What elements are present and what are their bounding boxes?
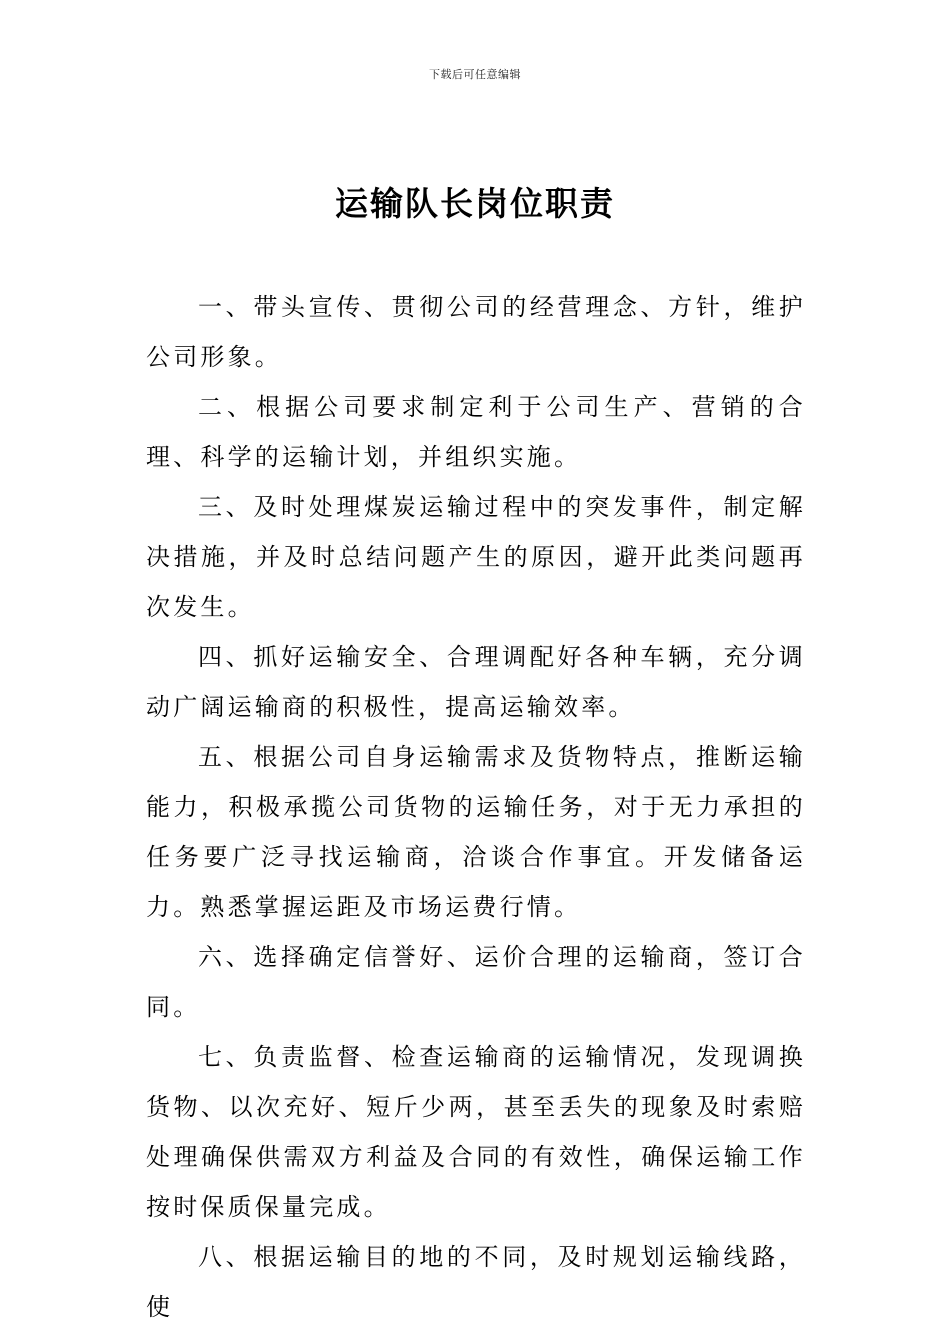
duty-paragraph-1: 一、带头宣传、贯彻公司的经营理念、方针，维护公司形象。 bbox=[146, 293, 806, 371]
duty-paragraph-5: 五、根据公司自身运输需求及货物特点，推断运输能力，积极承揽公司货物的运输任务，对于无力承担的任务要广泛寻找运输商，洽谈合作事宜。开发储备运力。熟悉掌握运距及市场运费行情。 bbox=[146, 743, 806, 921]
header-note: 下载后可任意编辑 bbox=[429, 68, 521, 81]
duty-paragraph-2: 二、根据公司要求制定利于公司生产、营销的合理、科学的运输计划，并组织实施。 bbox=[146, 393, 806, 471]
duty-paragraph-6: 六、选择确定信誉好、运价合理的运输商，签订合同。 bbox=[146, 943, 806, 1021]
duty-paragraph-3: 三、及时处理煤炭运输过程中的突发事件，制定解决措施，并及时总结问题产生的原因，避开此类问题再次发生。 bbox=[146, 493, 806, 621]
document-body bbox=[146, 282, 806, 1332]
document-title: 运输队长岗位职责 bbox=[335, 184, 615, 223]
duty-paragraph-4: 四、抓好运输安全、合理调配好各种车辆，充分调动广阔运输商的积极性，提高运输效率。 bbox=[146, 643, 806, 721]
duty-paragraph-7: 七、负责监督、检查运输商的运输情况，发现调换货物、以次充好、短斤少两，甚至丢失的现象及时索赔处理确保供需双方利益及合同的有效性，确保运输工作按时保质保量完成。 bbox=[146, 1043, 806, 1221]
duty-paragraph-8: 八、根据运输目的地的不同，及时规划运输线路，使 bbox=[146, 1243, 806, 1321]
